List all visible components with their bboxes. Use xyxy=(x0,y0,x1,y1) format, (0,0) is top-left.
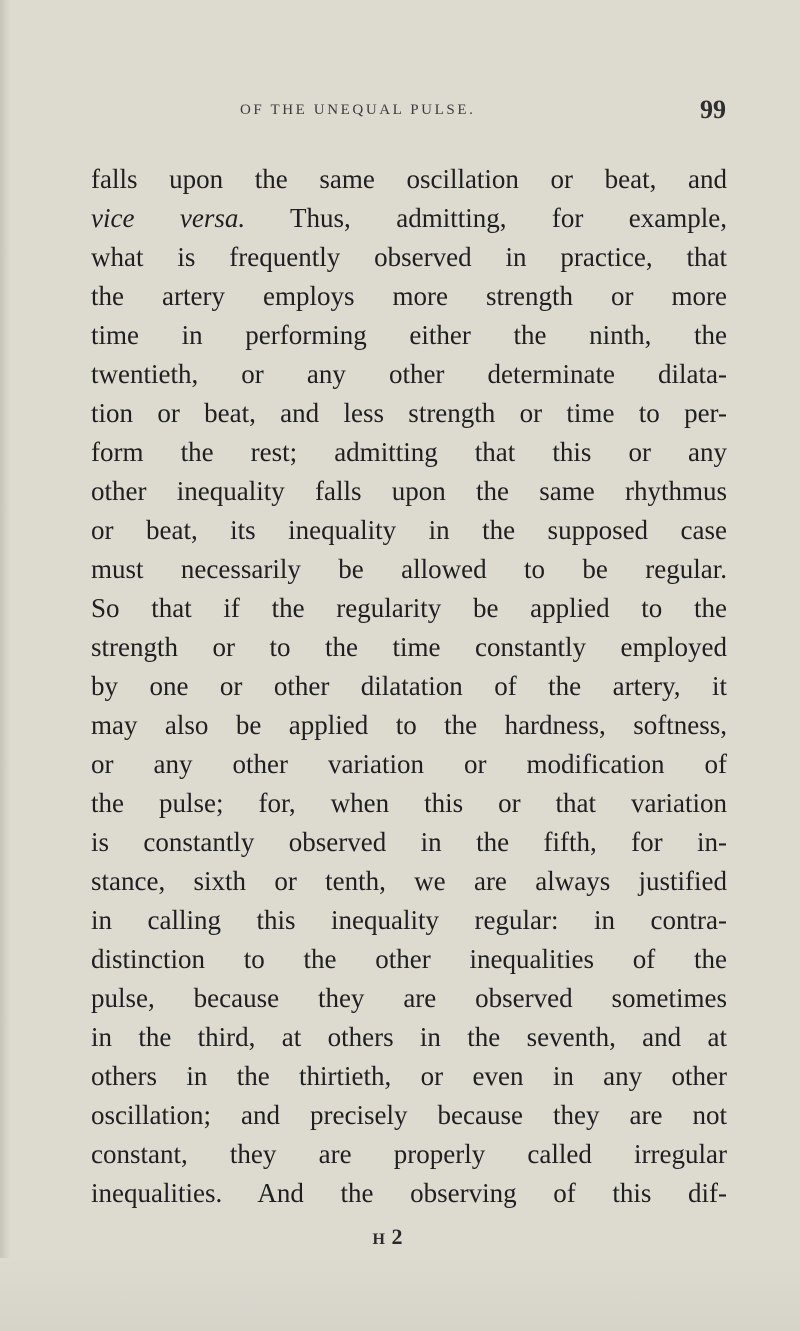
text-line: constant, they are properly called irregular xyxy=(91,1139,727,1169)
running-head-title: OF THE UNEQUAL PULSE. xyxy=(240,102,476,118)
text-line: may also be applied to the hardness, softness, xyxy=(91,710,727,740)
text-line: is constantly observed in the fifth, for in- xyxy=(91,827,727,857)
text-line: by one or other dilatation of the artery, it xyxy=(91,671,727,701)
page-number: 99 xyxy=(700,95,726,124)
text-line: So that if the regularity be applied to the xyxy=(91,593,727,623)
page-bottom-margin xyxy=(0,1258,800,1331)
text-line: or beat, its inequality in the supposed case xyxy=(91,515,727,545)
text-line: what is frequently observed in practice, that xyxy=(91,242,727,272)
text-line: in the third, at others in the seventh, and at xyxy=(91,1022,727,1052)
text-line-rest: Thus, admitting, for example, xyxy=(245,203,727,233)
text-line: or any other variation or modification of xyxy=(91,749,727,779)
italic-phrase: vice versa. xyxy=(91,203,246,233)
page-gutter xyxy=(0,0,10,1331)
text-line: oscillation; and precisely because they are not xyxy=(91,1100,727,1130)
text-line: stance, sixth or tenth, we are always justified xyxy=(91,866,727,896)
signature-inner xyxy=(373,1224,404,1249)
signature-mark xyxy=(0,1224,800,1250)
signature-number: 2 xyxy=(391,1224,404,1249)
text-line: strength or to the time constantly employed xyxy=(91,632,727,662)
text-line: in calling this inequality regular: in contra- xyxy=(91,905,727,935)
text-line: the artery employs more strength or more xyxy=(91,281,727,311)
running-head xyxy=(0,95,800,132)
body-text xyxy=(91,160,727,1213)
text-line: distinction to the other inequalities of the xyxy=(91,944,727,974)
text-line: time in performing either the ninth, the xyxy=(91,320,727,350)
text-line: form the rest; admitting that this or any xyxy=(91,437,727,467)
text-line: tion or beat, and less strength or time to per- xyxy=(91,398,727,428)
text-line: must necessarily be allowed to be regular. xyxy=(91,554,727,584)
text-line: inequalities. And the observing of this dif- xyxy=(91,1178,727,1208)
text-line xyxy=(91,199,727,238)
text-line: the pulse; for, when this or that variation xyxy=(91,788,727,818)
text-line: falls upon the same oscillation or beat, and xyxy=(91,164,727,194)
text-line: others in the thirtieth, or even in any other xyxy=(91,1061,727,1091)
signature-letter: H xyxy=(372,1231,385,1248)
text-line: twentieth, or any other determinate dilata- xyxy=(91,359,727,389)
text-line: pulse, because they are observed sometimes xyxy=(91,983,727,1013)
text-line: other inequality falls upon the same rhythmus xyxy=(91,476,727,506)
